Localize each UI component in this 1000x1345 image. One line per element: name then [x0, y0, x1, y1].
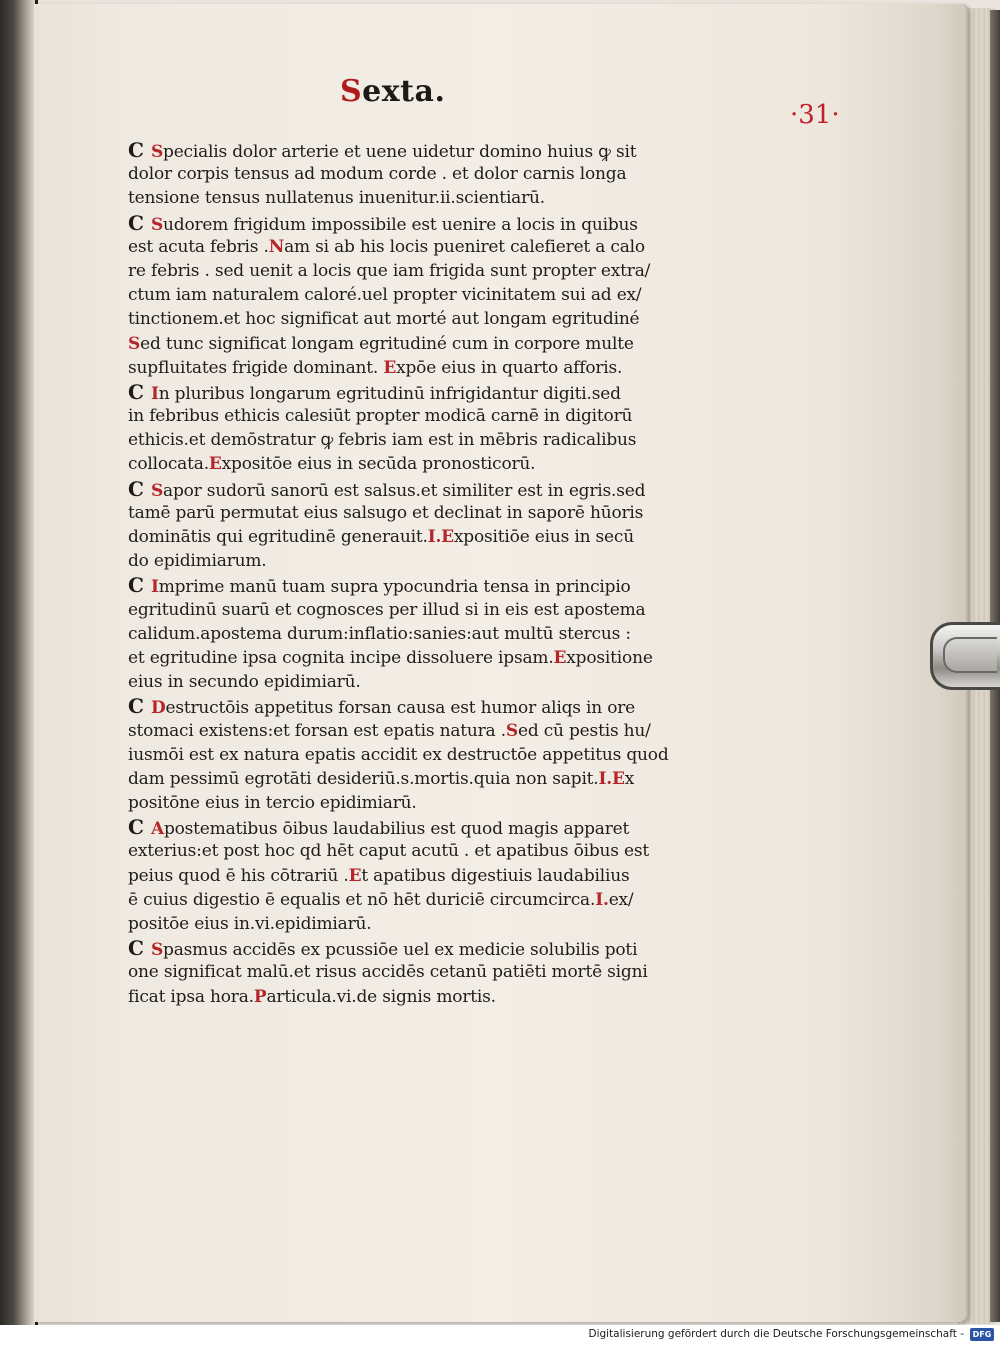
- text-line: [128, 670, 688, 694]
- header-initial: S: [340, 74, 363, 109]
- text-run: dam pessimū egrotāti desideriū.s.mortis.quia non sapit.: [128, 768, 599, 789]
- paragraph: [128, 694, 688, 815]
- text-line: [128, 767, 688, 791]
- text-run: ethicis.et demōstratur ꝙ febris iam est in mēbris radicalibus: [128, 430, 637, 451]
- text-run: do epidimiarum.: [128, 551, 267, 572]
- text-run: ed cū pestis hu/: [517, 720, 651, 741]
- rubricated-initial: S: [150, 214, 164, 235]
- text-run: et egritudine ipsa cognita incipe dissoluere ipsam.: [128, 647, 554, 668]
- dfg-logo: DFG: [970, 1328, 994, 1341]
- text-line: [128, 985, 688, 1009]
- book-clasp: [930, 622, 1000, 690]
- text-line: [128, 694, 688, 718]
- text-run: in febribus ethicis calesiūt propter modicā carnē in digitorū: [128, 406, 633, 427]
- rubricated-initial: E: [383, 357, 397, 378]
- text-line: [128, 815, 688, 839]
- rubricated-initial: N: [268, 236, 285, 257]
- text-run: xpōe eius in quarto afforis.: [396, 357, 623, 378]
- text-line: [128, 283, 688, 307]
- text-line: [128, 646, 688, 670]
- rubricated-initial: S: [150, 940, 164, 961]
- rubricated-initial: D: [150, 698, 166, 719]
- rubricated-initial: S: [505, 720, 518, 741]
- rubricated-initial: S: [128, 333, 141, 354]
- text-line: [128, 791, 688, 815]
- text-run: stomaci existens:et forsan est epatis natura .: [128, 720, 506, 741]
- rubricated-initial: I: [150, 383, 159, 404]
- text-run: estructōis appetitus forsan causa est humor aliqs in ore: [165, 698, 636, 719]
- text-run: tamē parū permutat eius salsugo et declinat in saporē hūoris: [128, 502, 644, 523]
- rubricated-initial: E: [553, 647, 567, 668]
- text-line: [128, 719, 688, 743]
- text-line: [128, 839, 688, 863]
- text-line: [128, 477, 688, 501]
- text-run: tinctionem.et hoc significat aut morté aut longam egritudiné: [128, 309, 640, 330]
- paragraph: [128, 380, 688, 477]
- paragraph-mark: C: [128, 815, 144, 840]
- text-run: mprime manū tuam supra ypocundria tensa in principio: [158, 577, 631, 598]
- paragraph-mark: C: [128, 476, 144, 501]
- header-end: .: [434, 74, 446, 109]
- header-text: exta: [362, 74, 435, 109]
- text-line: [128, 211, 688, 235]
- text-run: tensione tensus nullatenus inuenitur.ii.scientiarū.: [128, 188, 545, 209]
- rubricated-initial: A: [150, 819, 164, 840]
- text-line: [128, 573, 688, 597]
- text-line: [128, 380, 688, 404]
- text-run: egritudinū suarū et cognosces per illud si in eis est apostema: [128, 599, 646, 620]
- text-line: [128, 549, 688, 573]
- binding-edge: [0, 0, 38, 1330]
- text-line: [128, 162, 688, 186]
- paragraph: [128, 138, 688, 211]
- text-line: [128, 598, 688, 622]
- text-run: dolor corpis tensus ad modum corde . et dolor carnis longa: [128, 164, 627, 185]
- text-run: apor sudorū sanorū est salsus.et similiter est in egris.sed: [163, 480, 646, 501]
- text-line: [128, 307, 688, 331]
- text-line: [128, 186, 688, 210]
- text-run: iusmōi est ex natura epatis accidit ex destructōe appetitus quod: [128, 744, 669, 765]
- text-run: calidum.apostema durum:inflatio:sanies:aut multū stercus :: [128, 623, 631, 644]
- text-run: re febris . sed uenit a locis que iam frigida sunt propter extra/: [128, 260, 651, 281]
- text-run: ficat ipsa hora.: [128, 986, 254, 1007]
- paragraph-mark: C: [128, 936, 144, 961]
- paragraph-mark: C: [128, 379, 144, 404]
- text-run: t apatibus digestiuis laudabilius: [361, 865, 630, 886]
- text-line: [128, 501, 688, 525]
- paragraph-mark: C: [128, 694, 144, 719]
- text-run: x: [624, 768, 635, 789]
- paragraph: [128, 573, 688, 694]
- paragraph: [128, 815, 688, 936]
- paragraph-mark: C: [128, 138, 144, 162]
- text-run: xpositione: [566, 647, 653, 668]
- text-run: est acuta febris .: [128, 236, 269, 257]
- text-run: xpositiōe eius in secū: [453, 527, 634, 547]
- rubricated-initial: S: [150, 142, 164, 162]
- text-run: ed tunc significat longam egritudiné cum in corpore multe: [140, 333, 634, 354]
- paragraph-mark: C: [128, 573, 144, 598]
- text-line: [128, 525, 688, 549]
- text-line: [128, 356, 688, 380]
- text-line: [128, 332, 688, 356]
- rubricated-initial: I.E: [598, 768, 625, 789]
- text-run: ctum iam naturalem caloré.uel propter vicinitatem sui ad ex/: [128, 285, 642, 306]
- text-run: collocata.: [128, 454, 209, 475]
- text-line: [128, 864, 688, 888]
- text-run: n pluribus longarum egritudinū infrigidantur digiti.sed: [158, 383, 621, 404]
- paragraph: [128, 477, 688, 574]
- text-run: eius in secundo epidimiarū.: [128, 672, 361, 693]
- text-line: [128, 259, 688, 283]
- folio-number: ·31·: [790, 100, 840, 130]
- running-header: [340, 74, 445, 109]
- text-line: [128, 622, 688, 646]
- text-run: xpositōe eius in secūda pronosticorū.: [221, 454, 536, 475]
- text-run: one significat malū.et risus accidēs cetanū patiēti mortē signi: [128, 962, 648, 983]
- text-run: ē cuius digestio ē equalis et nō hēt duriciē circumcirca.: [128, 889, 596, 910]
- paragraph: [128, 211, 688, 380]
- rubricated-initial: I: [150, 577, 159, 598]
- text-line: [128, 912, 688, 936]
- text-line: [128, 743, 688, 767]
- text-run: positōe eius in.vi.epidimiarū.: [128, 914, 372, 934]
- text-line: [128, 428, 688, 452]
- text-run: supfluitates frigide dominant.: [128, 357, 379, 378]
- rubricated-initial: P: [253, 986, 267, 1007]
- text-run: udorem frigidum impossibile est uenire a locis in quibus: [163, 214, 638, 235]
- text-run: pecialis dolor arterie et uene uidetur domino huius ꝙ sit: [163, 142, 637, 162]
- text-run: dominātis qui egritudinē generauit.: [128, 527, 428, 547]
- text-line: [128, 888, 688, 912]
- text-run: positōne eius in tercio epidimiarū.: [128, 793, 417, 814]
- text-run: peius quod ē his cōtrariū .: [128, 865, 349, 886]
- text-run: articula.vi.de signis mortis.: [266, 986, 496, 1007]
- text-line: [128, 235, 688, 259]
- text-line: [128, 404, 688, 428]
- text-run: postematibus ōibus laudabilius est quod magis apparet: [163, 819, 630, 840]
- paragraph: [128, 936, 688, 1009]
- rubricated-initial: E: [348, 865, 362, 886]
- text-run: pasmus accidēs ex pcussiōe uel ex medicie solubilis poti: [163, 940, 638, 961]
- rubricated-initial: E: [208, 454, 222, 475]
- page-text: [128, 138, 688, 1009]
- text-run: am si ab his locis pueniret calefieret a calo: [284, 236, 645, 257]
- text-line: [128, 138, 688, 162]
- rubricated-initial: I.E: [427, 527, 454, 547]
- rubricated-initial: S: [150, 480, 164, 501]
- text-line: [128, 452, 688, 476]
- text-run: exterius:et post hoc qd hēt caput acutū . et apatibus ōibus est: [128, 841, 650, 862]
- footer-credit: Digitalisierung gefördert durch die Deutsche Forschungsgemeinschaft -: [588, 1328, 964, 1340]
- text-line: [128, 960, 688, 984]
- text-line: [128, 936, 688, 960]
- rubricated-initial: I.: [595, 889, 609, 910]
- text-run: ex/: [608, 889, 634, 910]
- paragraph-mark: C: [128, 210, 144, 235]
- footer-bar: [0, 1325, 1000, 1345]
